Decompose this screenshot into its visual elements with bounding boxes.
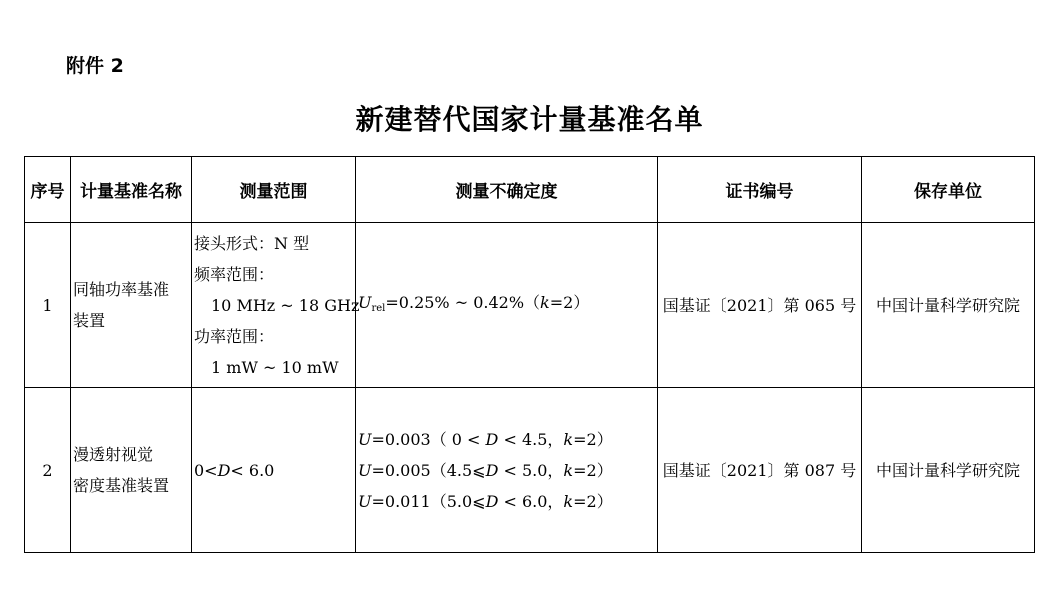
- certificate-cell: 国基证〔2021〕第 087 号: [658, 388, 862, 553]
- keeper-cell: 中国计量科学研究院: [862, 223, 1035, 388]
- header-name: 计量基准名称: [71, 157, 192, 223]
- range-cell: [192, 223, 360, 388]
- certificate-cell: 国基证〔2021〕第 065 号: [658, 223, 862, 388]
- coverage-factor-value: =2）: [549, 292, 590, 312]
- range-line: 接头形式：N 型: [194, 233, 310, 253]
- uncertainty-cell: [356, 388, 658, 553]
- uncertainty-range: < 4.5，: [498, 429, 564, 449]
- uncertainty-range: < 6.0，: [498, 491, 564, 511]
- header-uncertainty: 测量不确定度: [356, 157, 658, 223]
- keeper-cell: 中国计量科学研究院: [862, 388, 1035, 553]
- density-symbol: D: [485, 460, 499, 480]
- range-line: [194, 455, 353, 486]
- uncertainty-cell: [356, 223, 658, 388]
- standards-table: [24, 156, 1035, 553]
- uncertainty-range: < 5.0，: [498, 460, 564, 480]
- uncertainty-symbol: U: [358, 429, 372, 449]
- standard-name-line: 装置: [73, 311, 106, 330]
- coverage-factor-value: =2）: [573, 460, 613, 480]
- coverage-factor-symbol: k: [540, 292, 550, 312]
- header-index: 序号: [25, 157, 71, 223]
- uncertainty-line: [358, 287, 655, 324]
- uncertainty-line: [358, 486, 655, 517]
- density-symbol: D: [485, 491, 499, 511]
- uncertainty-symbol: U: [358, 491, 372, 511]
- header-certificate: 证书编号: [658, 157, 862, 223]
- range-line: 10 MHz ~ 18 GHz: [211, 295, 360, 315]
- range-line: 频率范围：: [194, 264, 275, 284]
- range-line: 1 mW ~ 10 mW: [211, 357, 339, 377]
- row-index: 2: [25, 388, 71, 553]
- uncertainty-value: =0.005（4.5⩽: [371, 460, 486, 480]
- header-range: 测量范围: [192, 157, 356, 223]
- coverage-factor-value: =2）: [573, 491, 613, 511]
- uncertainty-symbol: U: [358, 460, 372, 480]
- uncertainty-value: =0.003（ 0 <: [371, 429, 486, 449]
- standard-name-line: 密度基准装置: [73, 476, 170, 495]
- header-keeper: 保存单位: [862, 157, 1035, 223]
- coverage-factor-symbol: k: [563, 460, 574, 480]
- table-row: [25, 223, 1035, 388]
- coverage-factor-value: =2）: [573, 429, 613, 449]
- uncertainty-line: [358, 455, 655, 486]
- uncertainty-value: =0.25% ~ 0.42%（: [385, 292, 541, 312]
- density-symbol: D: [485, 429, 499, 449]
- document-title: 新建替代国家计量基准名单: [355, 103, 704, 136]
- uncertainty-subscript: rel: [371, 302, 386, 314]
- range-cell: [192, 388, 356, 553]
- uncertainty-line: [358, 424, 655, 455]
- table-row: [25, 388, 1035, 553]
- range-prefix: 0<: [194, 460, 218, 480]
- uncertainty-symbol: U: [358, 292, 372, 312]
- standard-name-line: 同轴功率基准: [73, 280, 170, 299]
- row-index: 1: [25, 223, 71, 388]
- standard-name-cell: [71, 388, 192, 553]
- coverage-factor-symbol: k: [563, 429, 574, 449]
- uncertainty-value: =0.011（5.0⩽: [371, 491, 486, 511]
- range-suffix: < 6.0: [230, 460, 275, 480]
- range-line: 功率范围：: [194, 326, 275, 346]
- coverage-factor-symbol: k: [563, 491, 574, 511]
- range-symbol: D: [217, 460, 231, 480]
- standard-name-line: 漫透射视觉: [73, 445, 154, 464]
- standard-name-cell: [71, 223, 192, 388]
- table-header-row: [25, 157, 1035, 223]
- attachment-label: 附件 2: [66, 55, 124, 77]
